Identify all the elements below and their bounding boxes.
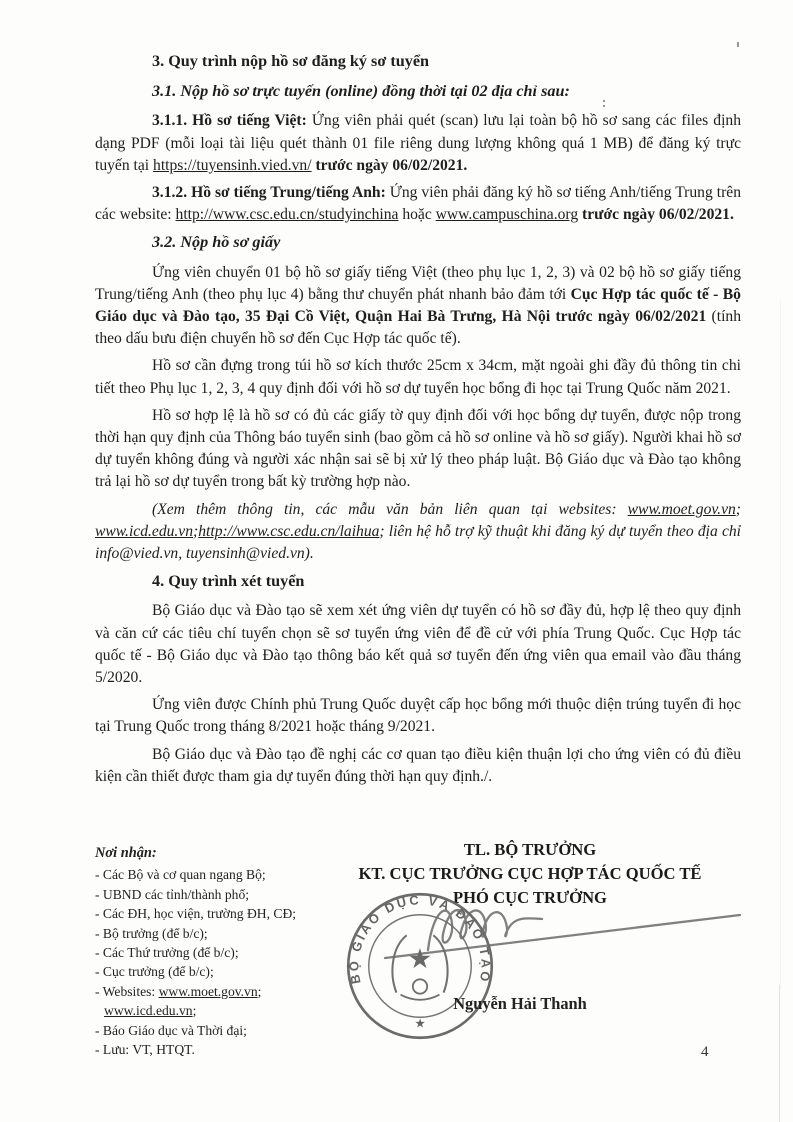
moet-url: www.moet.gov.vn xyxy=(627,500,736,518)
document-body xyxy=(95,50,741,793)
sign-title-tl: TL. BỘ TRƯỞNG xyxy=(463,840,597,859)
heading-section-3: 3. Quy trình nộp hồ sơ đăng ký sơ tuyển xyxy=(152,52,430,70)
para-4-3: Bộ Giáo dục và Đào tạo đề nghị các cơ quan tạo điều kiện thuận lợi cho ứng viên có đủ điều kiện cần thiết được tham gia dự tuyển đúng thời hạn quy định./. xyxy=(95,745,741,785)
para-3-2-1-note: (tính theo dấu bưu điện chuyển hồ sơ đến Cục Hợp tác quốc tế). xyxy=(95,308,741,348)
heading-section-4: 4. Quy trình xét tuyển xyxy=(152,572,305,591)
seal-ring-text: BỘ GIÁO DỤC VÀ ĐÀO TẠO xyxy=(346,892,494,986)
para-info-note xyxy=(95,499,741,566)
recipient-item: - Bộ trưởng (để b/c); xyxy=(95,925,208,941)
heading-section-3-2: 3.2. Nộp hồ sơ giấy xyxy=(152,233,281,252)
sign-title-pho: PHÓ CỤC TRƯỞNG xyxy=(453,888,607,907)
para-4-2: Ứng viên được Chính phủ Trung Quốc duyệt cấp học bổng mới thuộc diện trúng tuyển đi học tại Trung Quốc trong tháng 8/2021 hoặc tháng 9/2021. xyxy=(95,696,741,736)
scan-artifact xyxy=(603,105,605,107)
page-number: 4 xyxy=(701,1044,709,1060)
websites-sep: ; xyxy=(257,983,262,999)
recipient-item: - Cục trưởng (để b/c); xyxy=(95,964,214,980)
recipients-heading: Nơi nhận: xyxy=(95,845,157,861)
recipient-item-websites xyxy=(95,982,360,1001)
para-3-1-2-label: 3.1.2. Hồ sơ tiếng Trung/tiếng Anh: xyxy=(152,184,386,202)
scan-edge-line xyxy=(779,985,780,1122)
recipient-item: - Lưu: VT, HTQT. xyxy=(95,1042,195,1058)
campuschina-url: www.campuschina.org xyxy=(435,206,579,224)
websites-sep2: ; xyxy=(192,1003,197,1019)
para-3-2-1-text: Ứng viên chuyển 01 bộ hồ sơ giấy tiếng Việt (theo phụ lục 1, 2, 3) và 02 bộ hồ sơ giấy tiếng Trung/tiếng Anh (theo phụ lục 4) bằng thư chuyển phát nhanh bảo đảm tới xyxy=(95,263,741,303)
national-emblem-star-icon: ★ xyxy=(407,943,433,975)
csc-laihua-url: http://www.csc.edu.cn/laihua xyxy=(198,522,380,540)
para-3-1-1-deadline: trước ngày 06/02/2021. xyxy=(311,156,468,174)
para-3-1-1-label: 3.1.1. Hồ sơ tiếng Việt: xyxy=(152,112,307,130)
csc-studyinchina-url: http://www.csc.edu.cn/studyinchina xyxy=(175,206,399,224)
para-3-1-1-text: Ứng viên phải quét (scan) lưu lại toàn bộ hồ sơ sang các files định dạng PDF (mỗi loại tài liệu quét thành 01 file riêng dung lượng không quá 1 MB) để đăng ký trực tuyến tại xyxy=(95,112,741,174)
tuyensinh-vied-url: https://tuyensinh.vied.vn/ xyxy=(153,156,312,174)
recipient-item: - UBND các tỉnh/thành phố; xyxy=(95,886,250,902)
sign-title-kt: KT. CỤC TRƯỞNG CỤC HỢP TÁC QUỐC TẾ xyxy=(358,864,702,883)
scan-artifact xyxy=(737,42,739,47)
document-footer xyxy=(0,836,793,1076)
para-3-1-2-or: hoặc xyxy=(398,206,436,224)
para-3-2-1 xyxy=(95,262,741,351)
recipient-item: - Các Thứ trưởng (để b/c); xyxy=(95,945,239,961)
websites-label: - Websites: xyxy=(95,983,159,999)
icd-url-footer: www.icd.edu.vn xyxy=(104,1003,193,1019)
seal-bottom-star-icon: ★ xyxy=(414,1016,426,1031)
heading-section-3-1: 3.1. Nộp hồ sơ trực tuyến (online) đồng thời tại 02 địa chỉ sau: xyxy=(152,82,570,101)
moet-url-footer: www.moet.gov.vn xyxy=(158,983,258,999)
note-text: (Xem thêm thông tin, các mẫu văn bản liên quan tại websites: xyxy=(152,500,628,518)
note-sep2: ; xyxy=(193,522,199,540)
para-3-1-2-text: Ứng viên phải đăng ký hồ sơ tiếng Anh/tiếng Trung trên các website: xyxy=(95,184,741,224)
para-4-1: Bộ Giáo dục và Đào tạo sẽ xem xét ứng viên dự tuyển có hồ sơ đầy đủ, hợp lệ theo quy định và căn cứ các tiêu chí tuyển chọn sẽ sơ tuyển ứng viên để đề cử với phía Trung Quốc. Cục Hợp tác quốc tế - Bộ Giáo dục và Đào tạo thông báo kết quả sơ tuyển đến ứng viên qua email vào đầu tháng 5/2020. xyxy=(95,602,741,687)
scan-artifact xyxy=(603,100,605,102)
scan-edge-line-faint xyxy=(780,300,781,990)
recipient-item: - Các Bộ và cơ quan ngang Bộ; xyxy=(95,867,266,883)
recipient-item: - Các ĐH, học viện, trường ĐH, CĐ; xyxy=(95,906,297,922)
signer-name: Nguyễn Hải Thanh xyxy=(453,994,587,1013)
para-3-1-2 xyxy=(95,182,741,226)
emblem-cog xyxy=(413,979,427,993)
delivery-address: Cục Hợp tác quốc tế - Bộ Giáo dục và Đào tạo, 35 Đại Cồ Việt, Quận Hai Bà Trưng, Hà Nội trước ngày 06/02/2021 xyxy=(95,285,741,326)
para-3-1-1 xyxy=(95,110,741,177)
icd-url: www.icd.edu.vn xyxy=(95,522,194,540)
para-3-2-3: Hồ sơ hợp lệ là hồ sơ có đủ các giấy tờ quy định đối với học bổng dự tuyển, được nộp trong thời hạn quy định của Thông báo tuyển sinh (bao gồm cả hồ sơ online và hồ sơ giấy). Người khai hồ sơ dự tuyển không đúng và người xác nhận sai sẽ bị xử lý theo pháp luật. Bộ Giáo dục và Đào tạo không trả lại hồ sơ dự tuyển trong bất kỳ trường hợp nào. xyxy=(95,406,741,491)
note-sep1: ; xyxy=(735,500,741,518)
recipient-item-website2 xyxy=(95,1001,360,1020)
note-text2: ; liên hệ hỗ trợ kỹ thuật khi đăng ký dự tuyển theo địa chỉ info@vied.vn, tuyensinh@vied.vn). xyxy=(95,522,741,563)
signature-stroke xyxy=(330,880,746,980)
para-3-2-2: Hồ sơ cần đựng trong túi hồ sơ kích thước 25cm x 34cm, mặt ngoài ghi đầy đủ thông tin chi tiết theo Phụ lục 1, 2, 3, 4 quy định đối với hồ sơ dự tuyển học bổng đi học tại Trung Quốc năm 2021. xyxy=(95,357,741,397)
para-3-1-2-deadline: trước ngày 06/02/2021. xyxy=(578,206,734,224)
recipient-item: - Báo Giáo dục và Thời đại; xyxy=(95,1022,247,1038)
